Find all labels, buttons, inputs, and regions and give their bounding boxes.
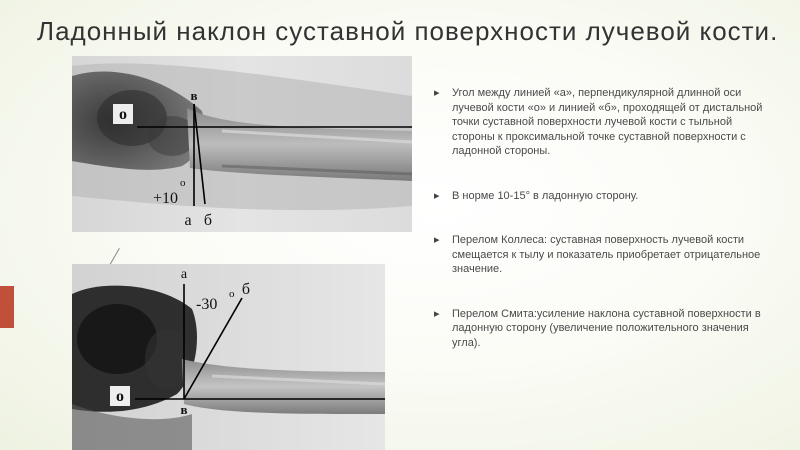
bullet-arrow-icon: ▸ — [434, 307, 440, 320]
xray-bottom-label-v: в — [180, 402, 188, 417]
bullet-text: Перелом Коллеса: суставная поверхность лучевой кости смещается к тылу и показатель приобретает отрицательное значение. — [452, 234, 761, 275]
xray-bottom-angle: -30 — [196, 296, 218, 313]
bullet-text: Угол между линией «а», перпендикулярной длинной оси лучевой кости «о» и линией «б», проходящей от дистальной точки суставной поверхности лучевой кости с тыльной стороны к проксимальной точке суставной поверхности с ладонной стороны. — [452, 87, 763, 157]
xray-top-label-o: о — [119, 106, 127, 123]
accent-bar — [0, 286, 14, 328]
bullet-item — [432, 86, 777, 159]
bullet-list — [432, 86, 777, 350]
xray-top-degree: о — [180, 177, 186, 189]
bullet-item — [432, 233, 777, 277]
bullet-arrow-icon: ▸ — [434, 87, 440, 99]
xray-image-bottom — [72, 264, 385, 450]
xray-top-label-v: в — [190, 88, 198, 103]
xray-bottom-degree: о — [229, 288, 235, 300]
xray-bottom-label-a: а — [180, 267, 188, 282]
bullet-text: В норме 10-15° в ладонную сторону. — [452, 189, 639, 202]
bullet-arrow-icon: ▸ — [434, 189, 440, 202]
bullet-item — [432, 307, 777, 351]
page-title: Ладонный наклон суставной поверхности лучевой кости. — [37, 16, 779, 46]
xray-bottom-label-o: о — [116, 388, 124, 405]
bullet-arrow-icon: ▸ — [434, 234, 440, 246]
xray-image-top — [72, 56, 412, 232]
xray-top-angle: +10 — [153, 190, 179, 207]
xray-top-label-a: а — [184, 212, 192, 229]
xray-bottom-label-b: б — [241, 281, 251, 298]
bullet-item — [432, 189, 777, 204]
xray-top-label-b: б — [203, 212, 213, 229]
bullet-text: Перелом Смита:усиление наклона суставной поверхности в ладонную сторону (увеличение положительного значения угла). — [452, 307, 761, 349]
